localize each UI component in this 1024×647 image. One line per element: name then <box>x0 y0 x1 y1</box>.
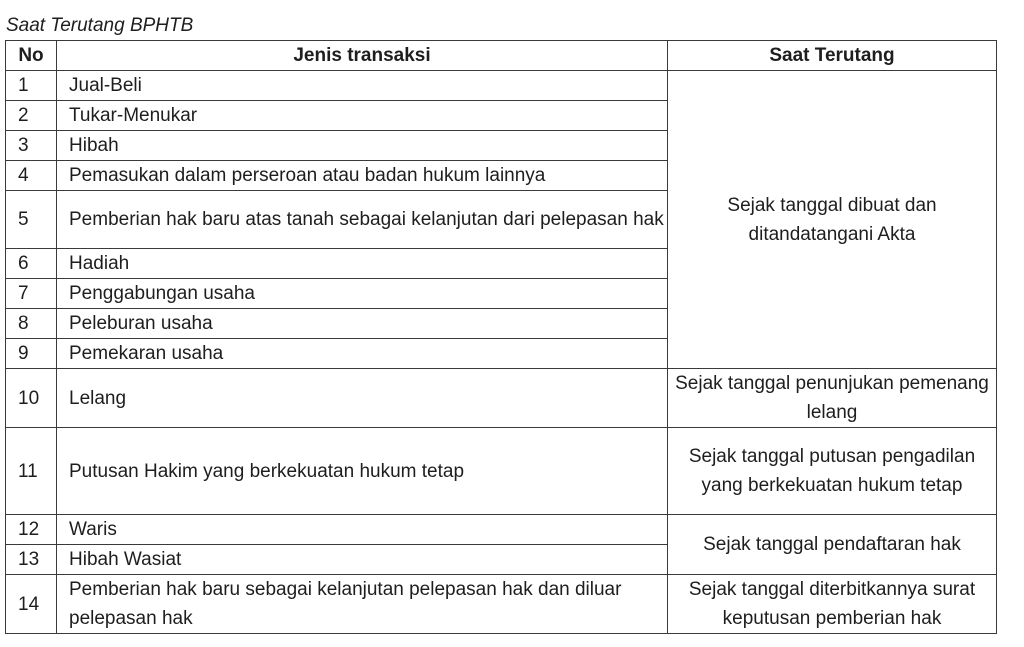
row-no: 9 <box>6 339 57 369</box>
row-no: 14 <box>6 575 57 634</box>
saat-terutang-cell: Sejak tanggal putusan pengadilan yang berkekuatan hukum tetap <box>668 428 997 515</box>
row-jenis: Pemberian hak baru sebagai kelanjutan pelepasan hak dan diluar pelepasan hak <box>57 575 668 634</box>
header-saat-terutang: Saat Terutang <box>668 41 997 71</box>
row-jenis: Lelang <box>57 369 668 428</box>
row-jenis: Pemekaran usaha <box>57 339 668 369</box>
row-jenis: Peleburan usaha <box>57 309 668 339</box>
header-jenis-transaksi: Jenis transaksi <box>57 41 668 71</box>
row-jenis: Hibah <box>57 131 668 161</box>
row-no: 3 <box>6 131 57 161</box>
row-no: 6 <box>6 249 57 279</box>
table-row <box>6 575 997 634</box>
row-jenis: Hadiah <box>57 249 668 279</box>
row-jenis: Pemasukan dalam perseroan atau badan hukum lainnya <box>57 161 668 191</box>
row-no: 4 <box>6 161 57 191</box>
saat-terutang-cell: Sejak tanggal penunjukan pemenang lelang <box>668 369 997 428</box>
table-row <box>6 71 997 101</box>
row-no: 8 <box>6 309 57 339</box>
row-jenis: Jual-Beli <box>57 71 668 101</box>
row-no: 11 <box>6 428 57 515</box>
bphtb-table <box>5 40 997 634</box>
row-jenis: Tukar-Menukar <box>57 101 668 131</box>
row-jenis: Putusan Hakim yang berkekuatan hukum tetap <box>57 428 668 515</box>
table-caption: Saat Terutang BPHTB <box>6 15 194 36</box>
row-no: 2 <box>6 101 57 131</box>
saat-terutang-cell: Sejak tanggal dibuat dan ditandatangani Akta <box>668 71 997 369</box>
row-jenis: Pemberian hak baru atas tanah sebagai kelanjutan dari pelepasan hak <box>57 191 668 249</box>
table-row <box>6 515 997 545</box>
saat-terutang-cell: Sejak tanggal pendaftaran hak <box>668 515 997 575</box>
row-jenis: Penggabungan usaha <box>57 279 668 309</box>
row-no: 12 <box>6 515 57 545</box>
row-no: 13 <box>6 545 57 575</box>
saat-terutang-cell: Sejak tanggal diterbitkannya surat keputusan pemberian hak <box>668 575 997 634</box>
table-row <box>6 428 997 515</box>
row-jenis: Waris <box>57 515 668 545</box>
row-no: 1 <box>6 71 57 101</box>
row-no: 5 <box>6 191 57 249</box>
table-row <box>6 369 997 428</box>
row-no: 7 <box>6 279 57 309</box>
header-row <box>6 41 997 71</box>
row-jenis: Hibah Wasiat <box>57 545 668 575</box>
row-no: 10 <box>6 369 57 428</box>
header-no: No <box>6 41 57 71</box>
